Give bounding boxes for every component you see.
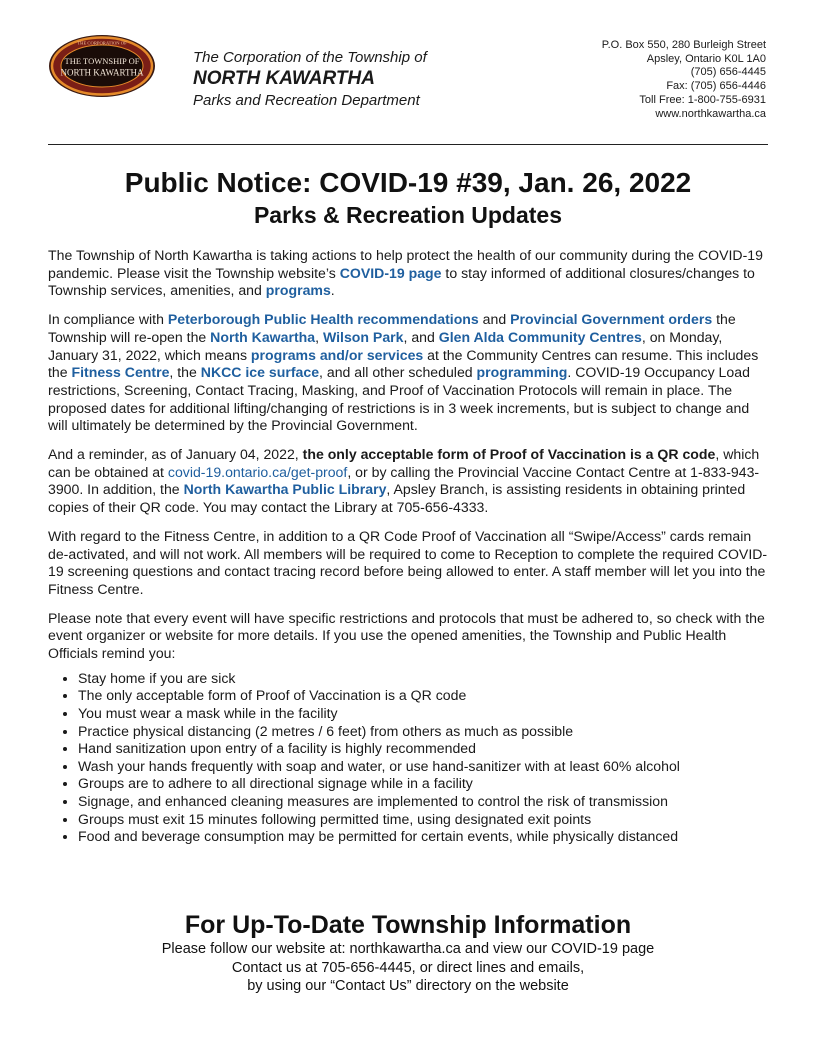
header-divider <box>48 144 768 145</box>
programs-link[interactable]: programs <box>265 282 331 299</box>
list-item: • Signage, and enhanced cleaning measures are implemented to control the risk of transmission <box>78 793 772 811</box>
public-library-link[interactable]: North Kawartha Public Library <box>183 481 387 498</box>
list-item: • Wash your hands frequently with soap and water, or use hand-sanitizer with at least 60% alcohol <box>78 758 772 776</box>
org-line-1: The Corporation of the Township of <box>193 49 427 66</box>
paragraph-reopening: In compliance with Peterborough Public Health recommendations and Provincial Government orders the Township will re-open the North Kawartha, Wilson Park, and Glen Alda Community Centres, on Monday, January 31, 2022, which means programs and/or services at the Community Centres can resume. This includes the Fitness Centre, the NKCC ice surface, and all other scheduled programming. COVID-19 Occupancy Load restrictions, Screening, Contact Tracing, Masking, and Proof of Vaccination Protocols will remain in place. The proposed dates for additional lifting/changing of restrictions is in 3 week increments, but is subject to change and will ultimately be determined by the Provincial Government. <box>48 311 759 434</box>
reminder-list <box>48 670 772 846</box>
footer-title: For Up-To-Date Township Information <box>184 911 632 939</box>
letterhead <box>48 34 768 146</box>
footer-info <box>48 910 768 996</box>
contact-website[interactable]: www.northkawartha.ca <box>655 107 766 120</box>
contact-block <box>602 39 766 121</box>
footer-line-2: Contact us at 705-656-4445, or direct lines and emails, <box>231 959 585 976</box>
wilson-park-link[interactable]: Wilson Park <box>322 328 404 345</box>
programming-link[interactable]: programming <box>476 364 568 381</box>
org-line-3: Parks and Recreation Department <box>193 92 420 109</box>
list-item: • Stay home if you are sick <box>78 670 772 688</box>
list-item: • Food and beverage consumption may be permitted for certain events, while physically distanced <box>78 828 772 846</box>
page-title: Public Notice: COVID-19 #39, Jan. 26, 2022 <box>124 167 692 198</box>
logo-top-text: THE CORPORATION OF <box>77 40 127 46</box>
logo-line2: NORTH KAWARTHA <box>60 67 144 78</box>
north-kawartha-link[interactable]: North Kawartha <box>210 328 316 345</box>
township-logo <box>48 34 156 98</box>
logo-line1: THE TOWNSHIP OF <box>64 56 140 66</box>
contact-phone: (705) 656-4445 <box>690 66 766 79</box>
paragraph-proof-of-vaccination: And a reminder, as of January 04, 2022, the only acceptable form of Proof of Vaccination is a QR code, which can be obtained at covid-19.ontario.ca/get-proof, or by calling the Provincial Vaccine Contact Centre at 1-833-943-3900. In addition, the North Kawartha Public Library, Apsley Branch, is assisting residents in obtaining printed copies of their QR code. You may contact the Library at 705-656-4333. <box>48 446 760 516</box>
contact-toll-free: Toll Free: 1-800-755-6931 <box>639 93 766 106</box>
list-item: • The only acceptable form of Proof of Vaccination is a QR code <box>78 687 772 705</box>
contact-address: P.O. Box 550, 280 Burleigh Street <box>601 39 766 51</box>
list-item: • Hand sanitization upon entry of a facility is highly recommended <box>78 740 772 758</box>
nkcc-ice-surface-link[interactable]: NKCC ice surface <box>200 364 320 381</box>
contact-fax: Fax: (705) 656-4446 <box>666 80 766 93</box>
org-line-2: NORTH KAWARTHA <box>193 68 375 89</box>
footer-line-1: Please follow our website at: northkawartha.ca and view our COVID-19 page <box>161 941 655 957</box>
organization-name <box>193 48 427 111</box>
list-item: • Groups must exit 15 minutes following permitted time, using designated exit points <box>78 811 772 829</box>
page-subtitle: Parks & Recreation Updates <box>253 202 563 228</box>
covid-19-page-link[interactable]: COVID-19 page <box>339 264 442 281</box>
notice-body <box>48 247 772 846</box>
get-proof-link[interactable]: covid-19.ontario.ca/get-proof <box>167 463 348 480</box>
glen-alda-link[interactable]: Glen Alda Community Centres <box>438 328 642 345</box>
provincial-orders-link[interactable]: Provincial Government orders <box>510 311 713 328</box>
programs-services-link[interactable]: programs and/or services <box>250 346 424 363</box>
paragraph-event-note: Please note that every event will have specific restrictions and protocols that must be adhered to, so check with the event organizer or website for more details. If you use the opened amenities, the Township and Public Health Officials remind you: <box>48 609 765 662</box>
list-item: • Practice physical distancing (2 metres / 6 feet) from others as much as possible <box>78 723 772 741</box>
pph-recommendations-link[interactable]: Peterborough Public Health recommendations <box>167 311 479 328</box>
contact-city: Apsley, Ontario K0L 1A0 <box>646 52 766 65</box>
list-item: • You must wear a mask while in the facility <box>78 705 772 723</box>
paragraph-intro: The Township of North Kawartha is taking actions to help protect the health of our community during the COVID-19 pandemic. Please visit the Township website’s COVID-19 page to stay informed of additional closures/changes to Township services, amenities, and programs. <box>48 247 763 299</box>
list-item: • Groups are to adhere to all directional signage while in a facility <box>78 775 772 793</box>
footer-line-3: by using our “Contact Us” directory on the website <box>247 978 569 994</box>
fitness-centre-link[interactable]: Fitness Centre <box>71 364 170 381</box>
paragraph-fitness-centre: With regard to the Fitness Centre, in addition to a QR Code Proof of Vaccination all “Swipe/Access” cards remain de-activated, and will not work. All members will be required to come to Reception to complete the required COVID-19 screening questions and contact tracing record before being allowed to enter. A staff member will let you into the Fitness Centre. <box>48 527 768 597</box>
